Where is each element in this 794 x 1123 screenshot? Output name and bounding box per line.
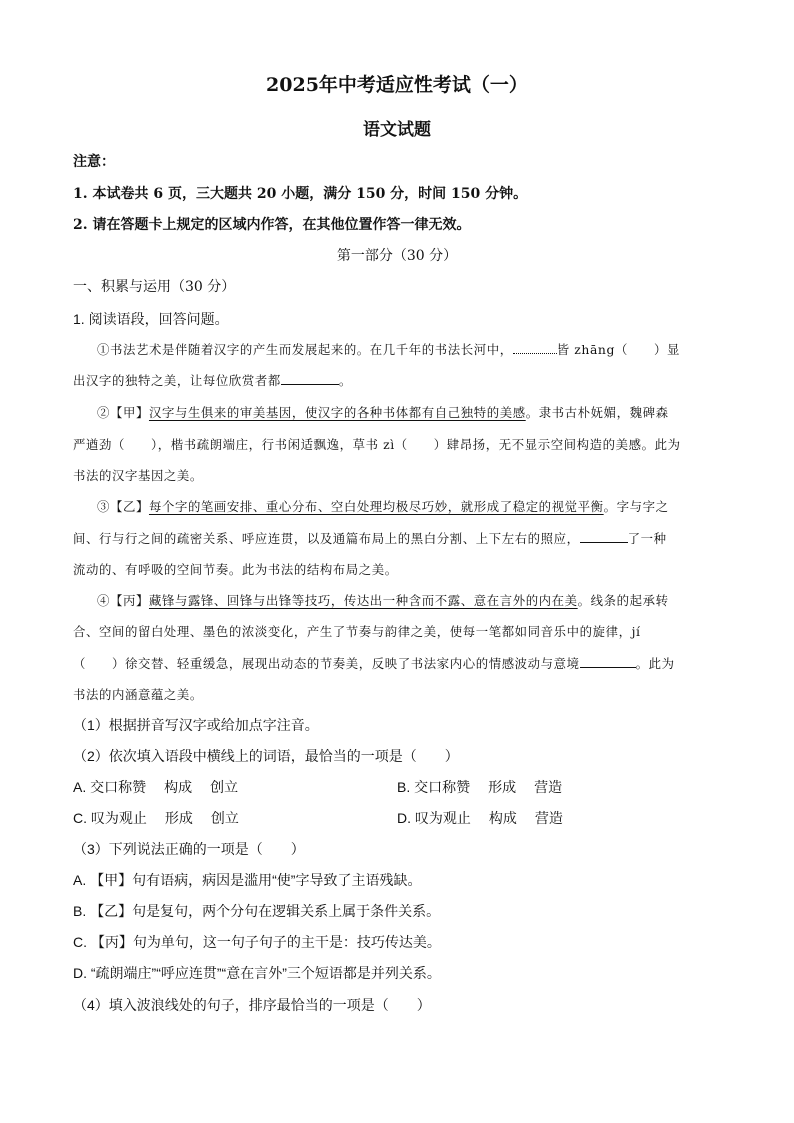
option-2D[interactable] xyxy=(397,808,581,828)
sub-question-3: （3）下列说法正确的一项是（ ） xyxy=(73,841,305,857)
passage-text: 间、行与行之间的疏密关系、呼应连贯，以及通篇布局上的黑白分割、上下左右的照应， xyxy=(73,531,580,546)
option-text: B. 交口称赞 xyxy=(397,779,471,795)
notice-item-2: 2. 请在答题卡上规定的区域内作答，在其他位置作答一律无效。 xyxy=(73,217,471,233)
sentence-yi: 每个字的笔画安排、重心分布、空白处理均极尽巧妙，就形成了稳定的视觉平衡 xyxy=(148,499,604,514)
passage-text: 出汉字的独特之美，让每位欣赏者都 xyxy=(73,373,281,388)
part-heading: 第一部分（30 分） xyxy=(336,248,458,264)
option-3C[interactable]: C. 【丙】句为单句，这一句子句子的主干是：技巧传达美。 xyxy=(73,934,441,950)
fill-blank xyxy=(580,655,636,668)
option-2C[interactable] xyxy=(73,808,257,828)
option-3B[interactable]: B. 【乙】句是复句，两个分句在逻辑关系上属于条件关系。 xyxy=(73,903,441,919)
option-3D[interactable]: D. “疏朗端庄”“呼应连贯”“意在言外”三个短语都是并列关系。 xyxy=(73,965,441,981)
passage-text: 。隶书古朴妩媚，魏碑森 xyxy=(525,405,669,420)
passage-text: （ ）徐交替、轻重缓急，展现出动态的节奏美，反映了书法家内心的情感波动与意境 xyxy=(73,656,580,671)
passage-p2-line3: 书法的汉字基因之美。 xyxy=(73,468,203,483)
notice-label: 注意： xyxy=(73,154,115,170)
option-text: C. 叹为观止 xyxy=(73,810,147,826)
subject-title: 语文试题 xyxy=(363,120,431,140)
wavy-blank xyxy=(513,343,557,354)
fill-blank xyxy=(580,530,628,543)
sentence-bing: 藏锋与露锋、回锋与出锋等技巧，传达出一种含而不露、意在言外的内在美 xyxy=(148,593,578,608)
passage-text: 皆 zhāng（ ）显 xyxy=(556,342,680,357)
passage-p4-line2: 合、空间的留白处理、墨色的浓淡变化，产生了节奏与韵律之美，使每一笔都如同音乐中的旋律，jí xyxy=(73,624,641,639)
passage-p3-line1 xyxy=(97,497,721,515)
passage-text: 。 xyxy=(338,373,352,388)
option-text: 营造 xyxy=(534,810,563,826)
passage-text: ②【甲】 xyxy=(97,405,149,420)
option-text: 创立 xyxy=(210,810,239,826)
passage-p2-line1 xyxy=(97,403,721,421)
passage-text: ④【丙】 xyxy=(97,593,149,608)
question-1-stem: 1. 阅读语段，回答问题。 xyxy=(73,311,229,327)
passage-p4-line4: 书法的内涵意蕴之美。 xyxy=(73,687,203,702)
sub-question-4: （4）填入波浪线处的句子，排序最恰当的一项是（ ） xyxy=(73,997,431,1013)
passage-text: ①书法艺术是伴随着汉字的产生而发展起来的。在几千年的书法长河中， xyxy=(97,342,513,357)
section-heading: 一、积累与运用（30 分） xyxy=(73,279,236,295)
option-text: A. 交口称赞 xyxy=(73,779,147,795)
option-text: 构成 xyxy=(164,779,193,795)
passage-p1-line1 xyxy=(97,340,721,358)
option-3A[interactable]: A. 【甲】句有语病，病因是滥用“使”字导致了主语残缺。 xyxy=(73,872,422,888)
option-2B[interactable] xyxy=(397,777,580,797)
option-text: 创立 xyxy=(210,779,239,795)
exam-title: 2025年中考适应性考试（一） xyxy=(266,74,528,96)
passage-p4-line3 xyxy=(73,654,721,672)
option-text: D. 叹为观止 xyxy=(397,810,471,826)
notice-item-1: 1. 本试卷共 6 页，三大题共 20 小题，满分 150 分，时间 150 分钟。 xyxy=(73,186,528,202)
option-2A[interactable] xyxy=(73,777,256,797)
passage-text: 。字与字之 xyxy=(603,499,669,514)
passage-p1-line2 xyxy=(73,371,721,389)
passage-text: ③【乙】 xyxy=(97,499,149,514)
option-text: 营造 xyxy=(534,779,563,795)
passage-text: 。此为 xyxy=(635,656,675,671)
sentence-jia: 汉字与生俱来的审美基因，使汉字的各种书体都有自己独特的美感 xyxy=(148,405,526,420)
passage-text: 了一种 xyxy=(627,531,667,546)
option-text: 构成 xyxy=(488,810,517,826)
sub-question-2: （2）依次填入语段中横线上的词语，最恰当的一项是（ ） xyxy=(73,748,459,764)
passage-p2-line2: 严遒劲（ ），楷书疏朗端庄，行书闲适飘逸，草书 zì（ ）肆昂扬，无不显示空间构造的美感。此为 xyxy=(73,437,681,452)
passage-p3-line3: 流动的、有呼吸的空间节奏。此为书法的结构布局之美。 xyxy=(73,562,398,577)
option-text: 形成 xyxy=(488,779,517,795)
sub-question-1: （1）根据拼音写汉字或给加点字注音。 xyxy=(73,717,319,733)
passage-p3-line2 xyxy=(73,529,721,547)
fill-blank xyxy=(281,372,339,385)
option-text: 形成 xyxy=(164,810,193,826)
passage-p4-line1 xyxy=(97,591,721,609)
passage-text: 。线条的起承转 xyxy=(577,593,669,608)
